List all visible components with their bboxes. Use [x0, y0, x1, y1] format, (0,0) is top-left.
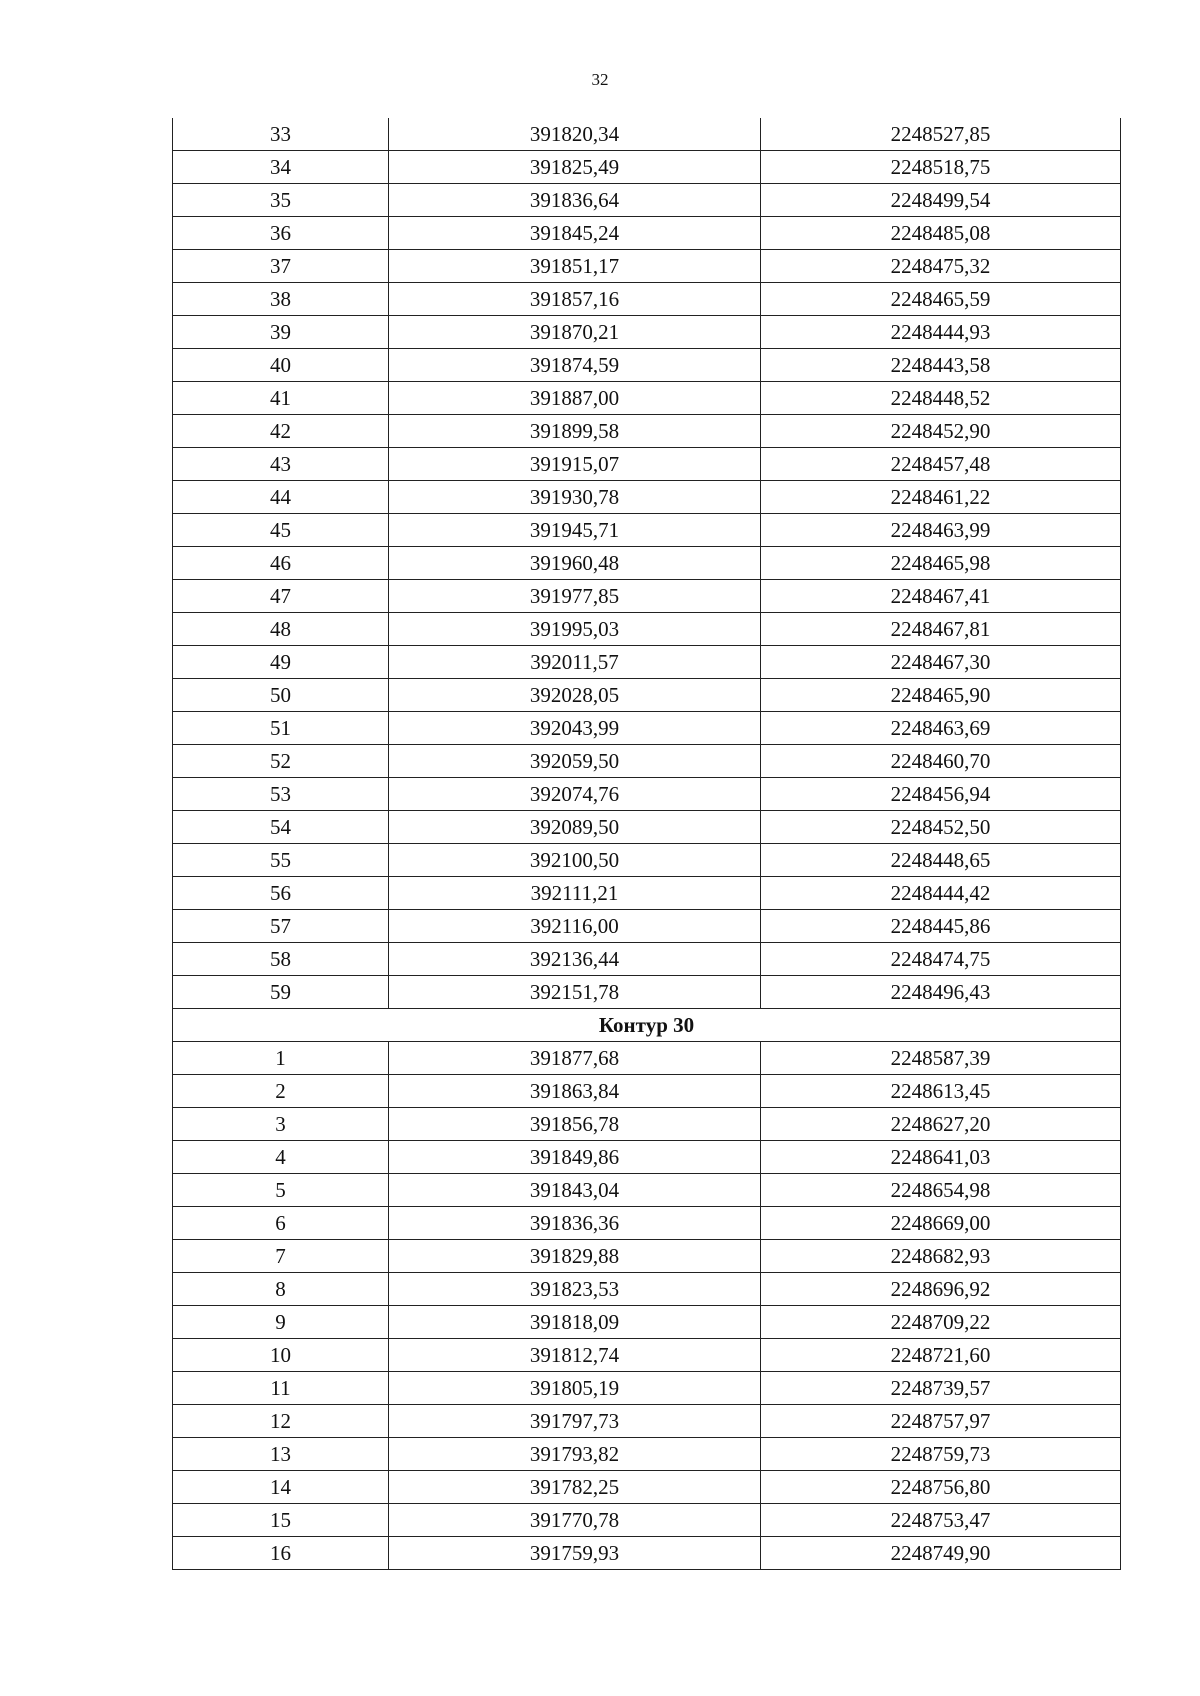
x-coordinate-cell: 391899,58 [389, 415, 761, 448]
point-number-cell: 7 [173, 1240, 389, 1273]
y-coordinate-cell: 2248463,99 [761, 514, 1121, 547]
point-number-cell: 52 [173, 745, 389, 778]
table-row [173, 679, 1121, 712]
y-coordinate-cell: 2248444,93 [761, 316, 1121, 349]
y-coordinate-cell: 2248465,90 [761, 679, 1121, 712]
y-coordinate-cell: 2248448,52 [761, 382, 1121, 415]
y-coordinate-cell: 2248496,43 [761, 976, 1121, 1009]
x-coordinate-cell: 391863,84 [389, 1075, 761, 1108]
table-row [173, 811, 1121, 844]
table-row [173, 844, 1121, 877]
table-row [173, 118, 1121, 151]
x-coordinate-cell: 392100,50 [389, 844, 761, 877]
table-row [173, 910, 1121, 943]
point-number-cell: 43 [173, 448, 389, 481]
table-row [173, 1471, 1121, 1504]
x-coordinate-cell: 391812,74 [389, 1339, 761, 1372]
x-coordinate-cell: 391960,48 [389, 547, 761, 580]
y-coordinate-cell: 2248696,92 [761, 1273, 1121, 1306]
table-row [173, 217, 1121, 250]
point-number-cell: 50 [173, 679, 389, 712]
x-coordinate-cell: 391849,86 [389, 1141, 761, 1174]
x-coordinate-cell: 391770,78 [389, 1504, 761, 1537]
table-row [173, 778, 1121, 811]
table-row [173, 877, 1121, 910]
point-number-cell: 55 [173, 844, 389, 877]
point-number-cell: 44 [173, 481, 389, 514]
y-coordinate-cell: 2248527,85 [761, 118, 1121, 151]
point-number-cell: 9 [173, 1306, 389, 1339]
y-coordinate-cell: 2248460,70 [761, 745, 1121, 778]
y-coordinate-cell: 2248465,59 [761, 283, 1121, 316]
point-number-cell: 36 [173, 217, 389, 250]
point-number-cell: 46 [173, 547, 389, 580]
point-number-cell: 34 [173, 151, 389, 184]
table-row [173, 1438, 1121, 1471]
point-number-cell: 33 [173, 118, 389, 151]
point-number-cell: 15 [173, 1504, 389, 1537]
point-number-cell: 41 [173, 382, 389, 415]
table-row [173, 745, 1121, 778]
y-coordinate-cell: 2248467,30 [761, 646, 1121, 679]
x-coordinate-cell: 392136,44 [389, 943, 761, 976]
y-coordinate-cell: 2248475,32 [761, 250, 1121, 283]
point-number-cell: 53 [173, 778, 389, 811]
y-coordinate-cell: 2248757,97 [761, 1405, 1121, 1438]
y-coordinate-cell: 2248456,94 [761, 778, 1121, 811]
y-coordinate-cell: 2248452,90 [761, 415, 1121, 448]
point-number-cell: 42 [173, 415, 389, 448]
y-coordinate-cell: 2248721,60 [761, 1339, 1121, 1372]
x-coordinate-cell: 391836,36 [389, 1207, 761, 1240]
x-coordinate-cell: 391930,78 [389, 481, 761, 514]
x-coordinate-cell: 391874,59 [389, 349, 761, 382]
y-coordinate-cell: 2248627,20 [761, 1108, 1121, 1141]
section-heading-row [173, 1009, 1121, 1042]
x-coordinate-cell: 391856,78 [389, 1108, 761, 1141]
y-coordinate-cell: 2248443,58 [761, 349, 1121, 382]
table-row [173, 283, 1121, 316]
table-row [173, 349, 1121, 382]
table-row [173, 316, 1121, 349]
y-coordinate-cell: 2248467,81 [761, 613, 1121, 646]
table-row [173, 184, 1121, 217]
x-coordinate-cell: 391823,53 [389, 1273, 761, 1306]
y-coordinate-cell: 2248641,03 [761, 1141, 1121, 1174]
y-coordinate-cell: 2248759,73 [761, 1438, 1121, 1471]
x-coordinate-cell: 391877,68 [389, 1042, 761, 1075]
section-heading: Контур 30 [173, 1009, 1121, 1042]
y-coordinate-cell: 2248461,22 [761, 481, 1121, 514]
coordinates-table [172, 118, 1121, 1570]
point-number-cell: 2 [173, 1075, 389, 1108]
y-coordinate-cell: 2248709,22 [761, 1306, 1121, 1339]
point-number-cell: 59 [173, 976, 389, 1009]
y-coordinate-cell: 2248463,69 [761, 712, 1121, 745]
y-coordinate-cell: 2248452,50 [761, 811, 1121, 844]
y-coordinate-cell: 2248756,80 [761, 1471, 1121, 1504]
point-number-cell: 54 [173, 811, 389, 844]
x-coordinate-cell: 391977,85 [389, 580, 761, 613]
y-coordinate-cell: 2248753,47 [761, 1504, 1121, 1537]
point-number-cell: 57 [173, 910, 389, 943]
table-row [173, 1108, 1121, 1141]
x-coordinate-cell: 392074,76 [389, 778, 761, 811]
table-row [173, 382, 1121, 415]
point-number-cell: 35 [173, 184, 389, 217]
x-coordinate-cell: 391870,21 [389, 316, 761, 349]
x-coordinate-cell: 391887,00 [389, 382, 761, 415]
y-coordinate-cell: 2248613,45 [761, 1075, 1121, 1108]
x-coordinate-cell: 391805,19 [389, 1372, 761, 1405]
point-number-cell: 37 [173, 250, 389, 283]
table-row [173, 1372, 1121, 1405]
y-coordinate-cell: 2248499,54 [761, 184, 1121, 217]
table-row [173, 1339, 1121, 1372]
table-row [173, 1042, 1121, 1075]
y-coordinate-cell: 2248654,98 [761, 1174, 1121, 1207]
table-row [173, 712, 1121, 745]
table-row [173, 415, 1121, 448]
x-coordinate-cell: 392151,78 [389, 976, 761, 1009]
point-number-cell: 47 [173, 580, 389, 613]
y-coordinate-cell: 2248465,98 [761, 547, 1121, 580]
y-coordinate-cell: 2248448,65 [761, 844, 1121, 877]
point-number-cell: 8 [173, 1273, 389, 1306]
table-row [173, 976, 1121, 1009]
x-coordinate-cell: 391759,93 [389, 1537, 761, 1570]
y-coordinate-cell: 2248485,08 [761, 217, 1121, 250]
x-coordinate-cell: 392043,99 [389, 712, 761, 745]
coordinates-table-body [173, 118, 1121, 1570]
x-coordinate-cell: 392089,50 [389, 811, 761, 844]
y-coordinate-cell: 2248669,00 [761, 1207, 1121, 1240]
table-row [173, 514, 1121, 547]
table-row [173, 1405, 1121, 1438]
y-coordinate-cell: 2248457,48 [761, 448, 1121, 481]
y-coordinate-cell: 2248587,39 [761, 1042, 1121, 1075]
table-row [173, 250, 1121, 283]
point-number-cell: 11 [173, 1372, 389, 1405]
table-row [173, 646, 1121, 679]
page-number: 32 [591, 70, 609, 89]
y-coordinate-cell: 2248739,57 [761, 1372, 1121, 1405]
x-coordinate-cell: 392116,00 [389, 910, 761, 943]
table-row [173, 1306, 1121, 1339]
x-coordinate-cell: 392028,05 [389, 679, 761, 712]
x-coordinate-cell: 391836,64 [389, 184, 761, 217]
point-number-cell: 51 [173, 712, 389, 745]
y-coordinate-cell: 2248444,42 [761, 877, 1121, 910]
point-number-cell: 1 [173, 1042, 389, 1075]
point-number-cell: 48 [173, 613, 389, 646]
x-coordinate-cell: 391825,49 [389, 151, 761, 184]
y-coordinate-cell: 2248682,93 [761, 1240, 1121, 1273]
x-coordinate-cell: 391782,25 [389, 1471, 761, 1504]
table-row [173, 481, 1121, 514]
x-coordinate-cell: 391818,09 [389, 1306, 761, 1339]
table-row [173, 1141, 1121, 1174]
point-number-cell: 12 [173, 1405, 389, 1438]
table-row [173, 1174, 1121, 1207]
table-row [173, 1504, 1121, 1537]
x-coordinate-cell: 391851,17 [389, 250, 761, 283]
x-coordinate-cell: 391797,73 [389, 1405, 761, 1438]
table-row [173, 448, 1121, 481]
y-coordinate-cell: 2248474,75 [761, 943, 1121, 976]
table-row [173, 547, 1121, 580]
y-coordinate-cell: 2248445,86 [761, 910, 1121, 943]
point-number-cell: 49 [173, 646, 389, 679]
table-row [173, 1537, 1121, 1570]
point-number-cell: 38 [173, 283, 389, 316]
x-coordinate-cell: 392059,50 [389, 745, 761, 778]
point-number-cell: 45 [173, 514, 389, 547]
x-coordinate-cell: 391915,07 [389, 448, 761, 481]
x-coordinate-cell: 391793,82 [389, 1438, 761, 1471]
point-number-cell: 4 [173, 1141, 389, 1174]
table-row [173, 580, 1121, 613]
point-number-cell: 13 [173, 1438, 389, 1471]
y-coordinate-cell: 2248518,75 [761, 151, 1121, 184]
table-row [173, 1207, 1121, 1240]
table-row [173, 1075, 1121, 1108]
x-coordinate-cell: 391845,24 [389, 217, 761, 250]
point-number-cell: 39 [173, 316, 389, 349]
table-row [173, 151, 1121, 184]
point-number-cell: 5 [173, 1174, 389, 1207]
point-number-cell: 10 [173, 1339, 389, 1372]
y-coordinate-cell: 2248467,41 [761, 580, 1121, 613]
table-row [173, 613, 1121, 646]
point-number-cell: 40 [173, 349, 389, 382]
table-row [173, 1240, 1121, 1273]
table-row [173, 1273, 1121, 1306]
x-coordinate-cell: 391857,16 [389, 283, 761, 316]
x-coordinate-cell: 392011,57 [389, 646, 761, 679]
point-number-cell: 16 [173, 1537, 389, 1570]
x-coordinate-cell: 391995,03 [389, 613, 761, 646]
point-number-cell: 3 [173, 1108, 389, 1141]
x-coordinate-cell: 391829,88 [389, 1240, 761, 1273]
y-coordinate-cell: 2248749,90 [761, 1537, 1121, 1570]
point-number-cell: 14 [173, 1471, 389, 1504]
x-coordinate-cell: 391945,71 [389, 514, 761, 547]
x-coordinate-cell: 391843,04 [389, 1174, 761, 1207]
x-coordinate-cell: 391820,34 [389, 118, 761, 151]
x-coordinate-cell: 392111,21 [389, 877, 761, 910]
table-row [173, 943, 1121, 976]
point-number-cell: 56 [173, 877, 389, 910]
point-number-cell: 6 [173, 1207, 389, 1240]
point-number-cell: 58 [173, 943, 389, 976]
